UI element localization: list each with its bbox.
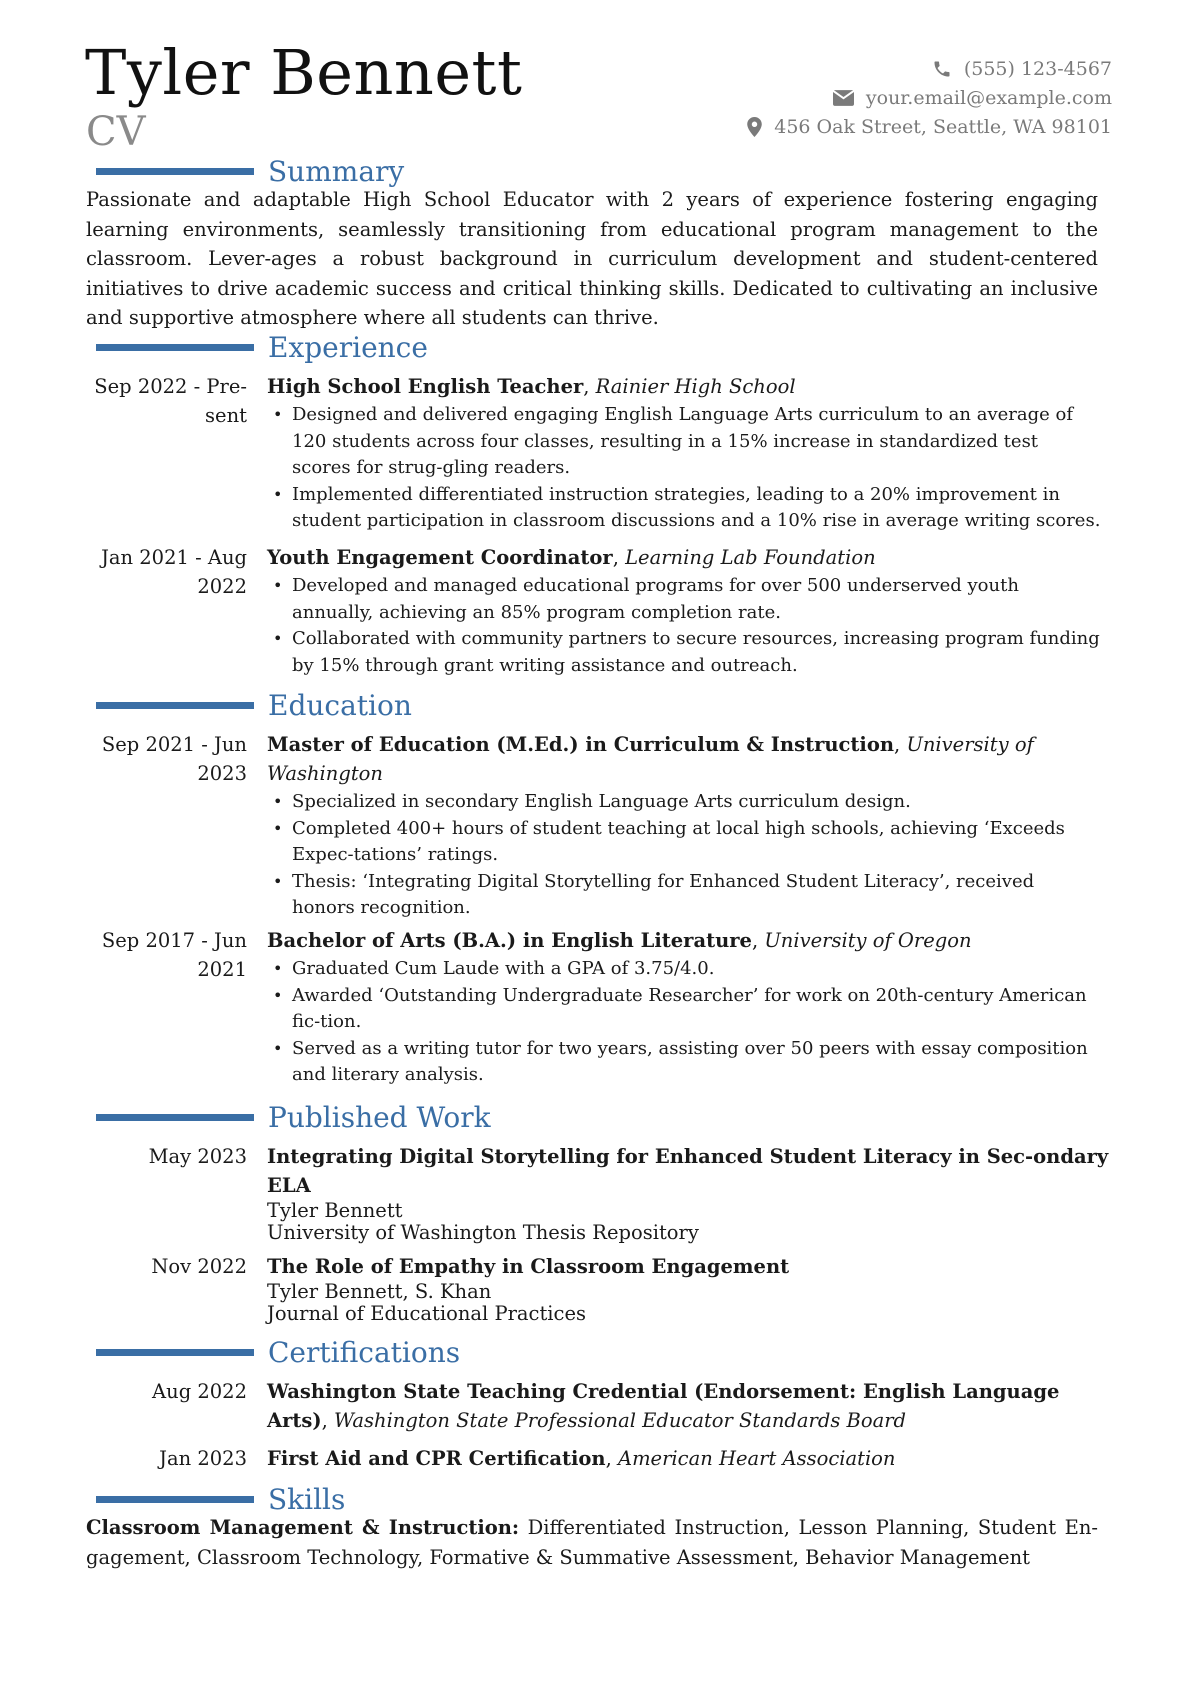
list-item: • Collaborated with community partners to secure resources, increasing program funding by 15% through grant writing assistance and outreach.	[267, 626, 1102, 679]
entry-org: American Heart Association	[617, 1447, 896, 1470]
list-item: • Completed 400+ hours of student teaching at local high schools, achieving ‘Exceeds Expec-tations’ ratings.	[267, 816, 1102, 869]
entry-org: Washington State Professional Educator Standards Board	[334, 1409, 907, 1432]
entry-title: Master of Education (M.Ed.) in Curriculum & Instruction	[267, 733, 895, 756]
entry-title-line: High School English Teacher, Rainier High School	[267, 375, 796, 398]
entry-bullets	[267, 789, 1112, 922]
contact-block	[747, 54, 1112, 141]
publication-authors: Tyler Bennett, S. Khan	[267, 1280, 492, 1303]
contact-phone-row	[747, 54, 1112, 83]
entry-title-line: Bachelor of Arts (B.A.) in English Literature, University of Oregon	[267, 929, 972, 952]
entry-date: Nov 2022	[151, 1255, 247, 1278]
section-accent-bar	[96, 702, 254, 709]
contact-address-row	[747, 112, 1112, 141]
envelope-icon	[833, 90, 854, 106]
entry-date: May 2023	[148, 1145, 247, 1168]
list-item: • Developed and managed educational programs for over 500 underserved youth annually, achieving an 85% program completion rate.	[267, 573, 1102, 626]
phone-icon	[932, 59, 952, 79]
section-title-certifications: Certifications	[268, 1336, 461, 1369]
entry-date: Jan 2023	[159, 1447, 247, 1470]
contact-email[interactable]: your.email@example.com	[865, 86, 1112, 109]
entry-date: Sep 2022 - Pre-sent	[94, 375, 247, 427]
entry-title: Washington State Teaching Credential (Endorsement: English Language Arts)	[267, 1380, 1060, 1432]
entry-title-line: Youth Engagement Coordinator, Learning Lab Foundation	[267, 546, 876, 569]
list-item: • Served as a writing tutor for two years, assisting over 50 peers with essay composition and literary analysis.	[267, 1036, 1102, 1089]
publication-title: Integrating Digital Storytelling for Enhanced Student Literacy in Sec-ondary ELA	[267, 1145, 1109, 1197]
entry-title: Youth Engagement Coordinator	[267, 546, 613, 569]
publication-authors: Tyler Bennett	[267, 1199, 403, 1222]
entry-title: Bachelor of Arts (B.A.) in English Literature	[267, 929, 752, 952]
map-pin-icon	[747, 117, 762, 137]
summary-text: Passionate and adaptable High School Educator with 2 years of experience fostering engaging learning environments, seamlessly transitioning from educational program management to the classroom. Lever-ages a robust background in curriculum development and student-centered initiatives to drive academic success and critical thinking skills. Dedicated to cultivating an inclusive and supportive atmosphere where all students can thrive.	[86, 188, 1098, 329]
entry-date: Sep 2021 - Jun 2023	[101, 733, 247, 785]
entry-title-line: Master of Education (M.Ed.) in Curriculum & Instruction, University of Washington	[267, 733, 1034, 785]
section-accent-bar	[96, 1114, 254, 1121]
section-title-skills: Skills	[268, 1483, 346, 1516]
skills-text	[86, 1513, 1098, 1572]
entry-title-line: Washington State Teaching Credential (Endorsement: English Language Arts), Washington State Professional Educator Standards Board	[267, 1380, 1060, 1432]
list-item: • Graduated Cum Laude with a GPA of 3.75/4.0.	[267, 956, 1102, 983]
entry-date: Sep 2017 - Jun 2021	[101, 929, 247, 981]
list-item: • Specialized in secondary English Language Arts curriculum design.	[267, 789, 1102, 816]
experience-section-header	[0, 330, 1190, 366]
contact-email-row	[747, 83, 1112, 112]
list-item: • Thesis: ‘Integrating Digital Storytelling for Enhanced Student Literacy’, received honors recognition.	[267, 869, 1102, 922]
skills-list: Differentiated Instruction, Lesson Planning, Student En-gagement, Classroom Technology, Formative & Summative Assessment, Behavior Management	[86, 1516, 1098, 1569]
entry-date: Aug 2022	[152, 1380, 247, 1403]
section-title-summary: Summary	[268, 155, 405, 188]
list-item: • Awarded ‘Outstanding Undergraduate Researcher’ for work on 20th-century American fic-tion.	[267, 983, 1102, 1036]
entry-bullets	[267, 402, 1112, 535]
section-title-education: Education	[268, 689, 412, 722]
entry-bullets	[267, 956, 1112, 1089]
education-section-header	[0, 688, 1190, 724]
section-accent-bar	[96, 168, 254, 175]
entry-title: High School English Teacher	[267, 375, 584, 398]
skills-label: Classroom Management & Instruction:	[86, 1516, 520, 1539]
section-accent-bar	[96, 344, 254, 351]
entry-title-line	[267, 1252, 1112, 1281]
entry-org: Learning Lab Foundation	[625, 546, 876, 569]
section-accent-bar	[96, 1349, 254, 1356]
section-accent-bar	[96, 1496, 254, 1503]
entry-title-line: First Aid and CPR Certification, American Heart Association	[267, 1447, 896, 1470]
certifications-section-header	[0, 1335, 1190, 1371]
entry-date: Jan 2021 - Aug 2022	[101, 546, 247, 598]
publication-venue: University of Washington Thesis Repository	[267, 1221, 699, 1244]
contact-phone[interactable]: (555) 123-4567	[963, 57, 1112, 80]
entry-title-line	[267, 1142, 1112, 1200]
resume-subtitle: CV	[86, 109, 146, 155]
entry-bullets	[267, 573, 1112, 679]
entry-org: University of Washington	[267, 733, 1034, 785]
contact-address: 456 Oak Street, Seattle, WA 98101	[774, 115, 1112, 138]
entry-org: Rainier High School	[595, 375, 796, 398]
list-item: • Designed and delivered engaging English Language Arts curriculum to an average of 120 students across four classes, resulting in a 15% increase in standardized test scores for strug-gling readers.	[267, 402, 1102, 482]
publication-title: The Role of Empathy in Classroom Engagement	[267, 1255, 790, 1278]
entry-title: First Aid and CPR Certification	[267, 1447, 606, 1470]
section-title-experience: Experience	[268, 331, 428, 364]
publication-venue: Journal of Educational Practices	[267, 1302, 586, 1325]
section-title-published: Published Work	[268, 1101, 491, 1134]
resume-name: Tyler Bennett	[85, 36, 523, 109]
list-item: • Implemented differentiated instruction strategies, leading to a 20% improvement in student participation in classroom discussions and a 10% rise in average writing scores.	[267, 482, 1102, 535]
entry-org: University of Oregon	[764, 929, 972, 952]
published-section-header	[0, 1100, 1190, 1136]
